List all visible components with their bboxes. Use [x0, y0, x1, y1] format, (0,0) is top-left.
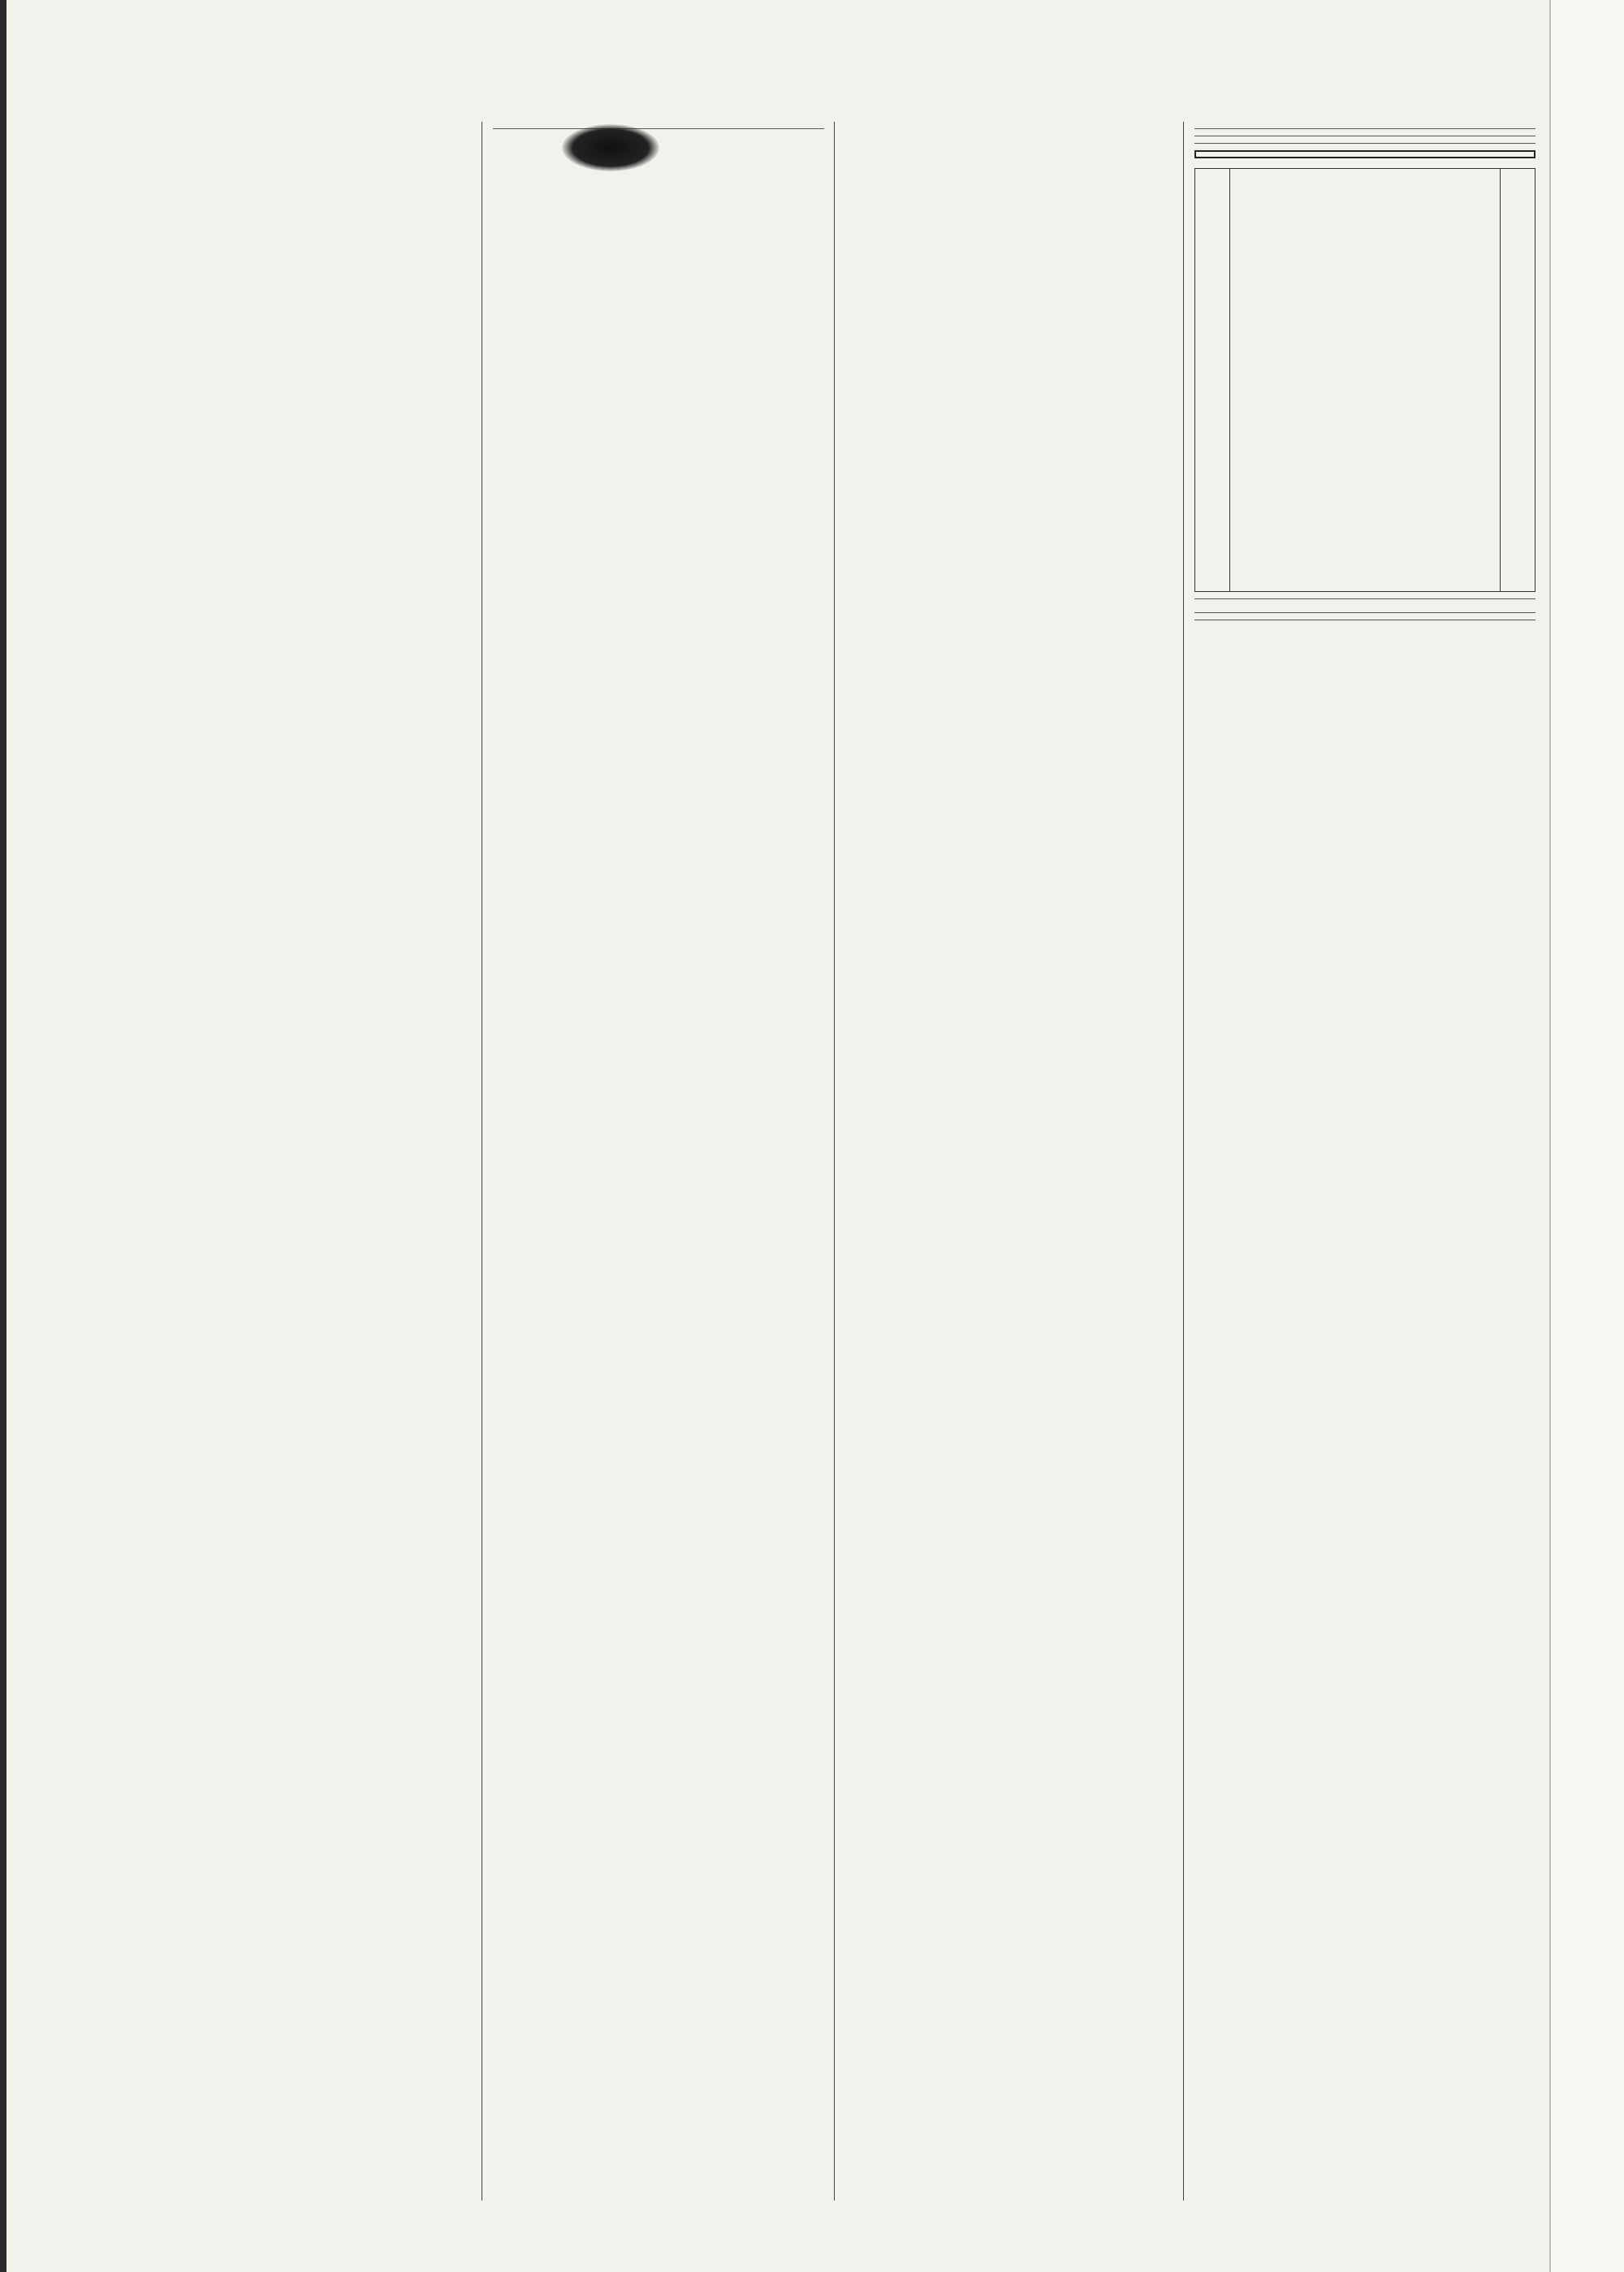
- column-1: [158, 122, 471, 128]
- divider: [1194, 612, 1535, 613]
- scan-edge-left: [0, 0, 6, 2272]
- barogram-axis-right: [1500, 169, 1535, 591]
- scan-edge-right: [1549, 0, 1624, 2272]
- column-rule: [1183, 122, 1184, 2201]
- weather-station-title: [1194, 150, 1535, 158]
- barogram: [1194, 168, 1535, 592]
- ink-stain: [562, 124, 659, 171]
- divider: [1194, 598, 1535, 599]
- divider: [1194, 143, 1535, 144]
- column-2: [493, 122, 824, 139]
- newspaper-page: [158, 122, 1555, 2201]
- column-3: [845, 122, 1173, 127]
- divider: [1194, 128, 1535, 129]
- barogram-axis-left: [1195, 169, 1230, 591]
- column-rule: [834, 122, 835, 2201]
- barogram-plot: [1230, 169, 1500, 591]
- column-4: [1194, 122, 1535, 627]
- divider: [493, 128, 824, 129]
